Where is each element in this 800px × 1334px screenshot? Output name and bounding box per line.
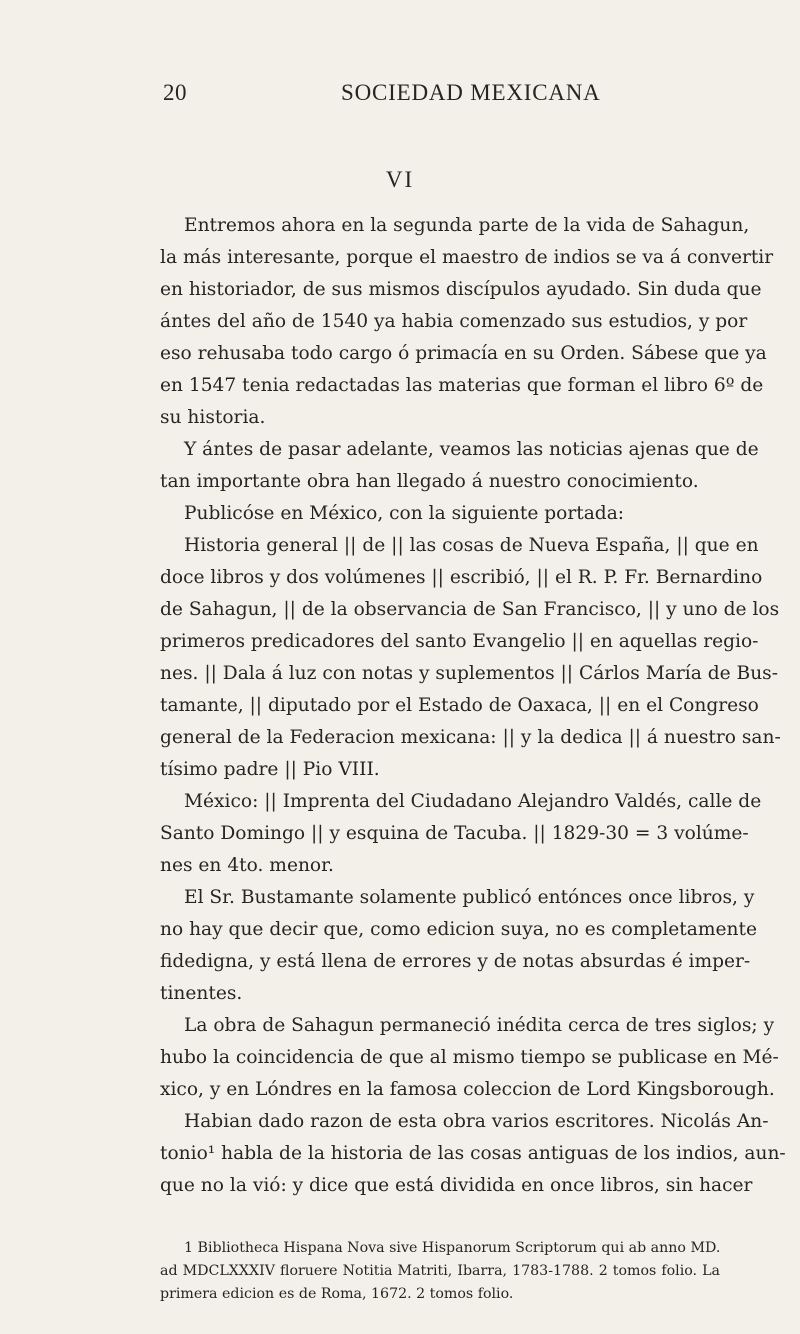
body-line: Entremos ahora en la segunda parte de la vida de Sahagun, (184, 215, 750, 236)
body-line: Publicóse en México, con la siguiente portada: (184, 503, 625, 524)
body-line: doce libros y dos volúmenes || escribió, || el R. P. Fr. Bernardino (160, 567, 763, 588)
footnote-line: ad MDCLXXXIV floruere Notitia Matriti, Ibarra, 1783-1788. 2 tomos folio. La (160, 1263, 720, 1279)
body-line: El Sr. Bustamante solamente publicó entónces once libros, y (184, 887, 755, 908)
body-line: no hay que decir que, como edicion suya, no es completamente (160, 919, 757, 940)
running-head: SOCIEDAD MEXICANA (341, 80, 601, 105)
footnote-line: primera edicion es de Roma, 1672. 2 tomos folio. (160, 1286, 514, 1302)
body-line: primeros predicadores del santo Evangelio || en aquellas regio- (160, 631, 759, 652)
body-line: la más interesante, porque el maestro de indios se va á convertir (160, 247, 774, 268)
body-line: tamante, || diputado por el Estado de Oaxaca, || en el Congreso (160, 695, 759, 716)
body-line: Y ántes de pasar adelante, veamos las noticias ajenas que de (184, 439, 759, 460)
page-number: 20 (163, 80, 187, 105)
body-line: Historia general || de || las cosas de Nueva España, || que en (184, 535, 759, 556)
body-line: eso rehusaba todo cargo ó primacía en su Orden. Sábese que ya (160, 343, 767, 364)
body-line: su historia. (160, 407, 266, 428)
footnote-line: 1 Bibliotheca Hispana Nova sive Hispanorum Scriptorum qui ab anno MD. (184, 1240, 721, 1256)
body-line: tinentes. (160, 983, 243, 1004)
body-line: de Sahagun, || de la observancia de San Francisco, || y uno de los (160, 599, 780, 620)
body-line: en historiador, de sus mismos discípulos ayudado. Sin duda que (160, 279, 762, 300)
body-line: Habian dado razon de esta obra varios escritores. Nicolás An- (184, 1111, 769, 1132)
body-line: xico, y en Lóndres en la famosa coleccion de Lord Kingsborough. (160, 1079, 775, 1100)
body-line: hubo la coincidencia de que al mismo tiempo se publicase en Mé- (160, 1047, 779, 1068)
body-line: nes. || Dala á luz con notas y suplementos || Cárlos María de Bus- (160, 663, 778, 684)
body-line: general de la Federacion mexicana: || y la dedica || á nuestro san- (160, 727, 781, 748)
section-heading: VI (385, 167, 415, 192)
body-line: que no la vió: y dice que está dividida en once libros, sin hacer (160, 1175, 753, 1196)
body-line: tan importante obra han llegado á nuestro conocimiento. (160, 471, 699, 492)
body-line: fidedigna, y está llena de errores y de notas absurdas é imper- (160, 951, 751, 972)
body-line: nes en 4to. menor. (160, 855, 334, 876)
footnotes (160, 1237, 720, 1306)
body-line: tísimo padre || Pio VIII. (160, 759, 380, 780)
page-header (163, 80, 708, 106)
body-line: La obra de Sahagun permaneció inédita cerca de tres siglos; y (184, 1015, 775, 1036)
body-text (160, 210, 786, 1202)
body-line: ántes del año de 1540 ya habia comenzado sus estudios, y por (160, 311, 748, 332)
body-line: tonio¹ habla de la historia de las cosas antiguas de los indios, aun- (160, 1143, 786, 1164)
body-line: México: || Imprenta del Ciudadano Alejandro Valdés, calle de (184, 791, 762, 812)
body-line: Santo Domingo || y esquina de Tacuba. || 1829-30 = 3 volúme- (160, 823, 749, 844)
body-line: en 1547 tenia redactadas las materias que forman el libro 6º de (160, 375, 764, 396)
